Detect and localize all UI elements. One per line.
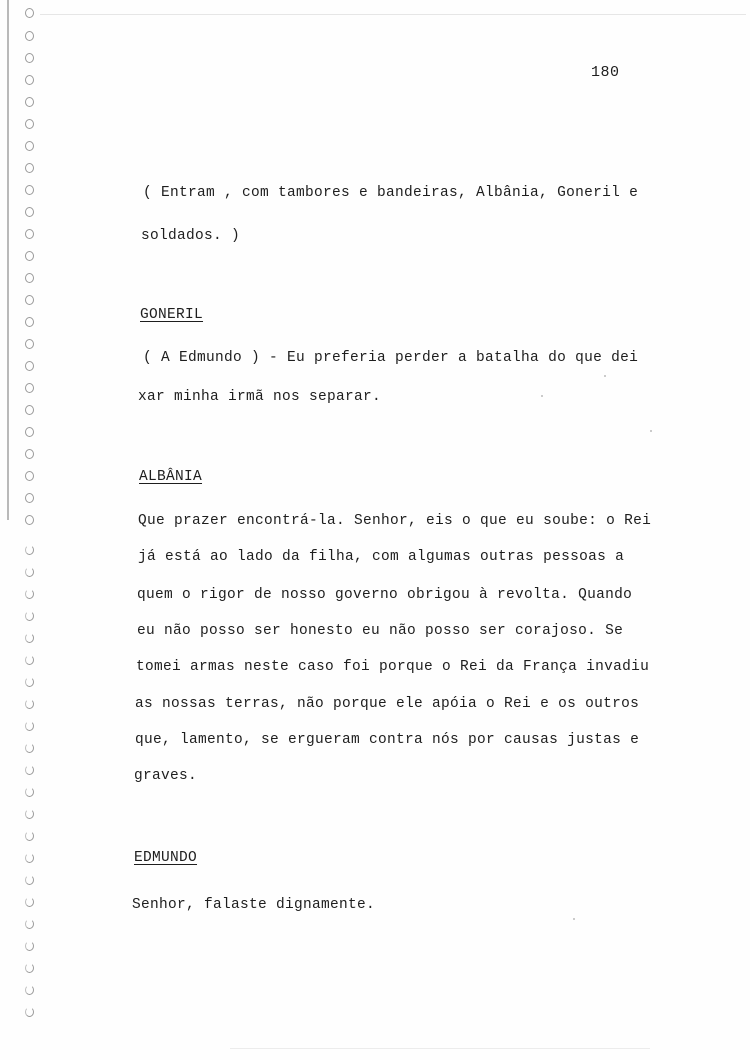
punch-hole <box>25 361 34 371</box>
punch-hole <box>25 699 34 709</box>
punch-hole <box>25 75 34 85</box>
top-edge-rule <box>40 14 746 15</box>
punch-hole <box>25 655 34 665</box>
speaker-name: ALBÂNIA <box>139 469 203 485</box>
dialogue-line: quem o rigor de nosso governo obrigou à revolta. Quando <box>137 587 633 603</box>
punch-hole <box>25 721 34 731</box>
paper-speck <box>573 918 575 920</box>
dialogue-line: graves. <box>134 768 198 784</box>
punch-hole <box>25 31 34 41</box>
dialogue-line: eu não posso ser honesto eu não posso ser corajoso. Se <box>137 623 624 639</box>
dialogue-line: tomei armas neste caso foi porque o Rei da França invadiu <box>136 659 650 675</box>
speaker-name: EDMUNDO <box>134 850 198 866</box>
punch-hole <box>25 317 34 327</box>
punch-hole <box>25 8 34 18</box>
punch-hole <box>25 611 34 621</box>
binding-edge <box>7 0 9 520</box>
punch-hole <box>25 1007 34 1017</box>
dialogue-line: xar minha irmã nos separar. <box>138 389 382 405</box>
punch-hole <box>25 339 34 349</box>
dialogue-line: que, lamento, se ergueram contra nós por causas justas e <box>135 732 640 748</box>
stage-direction-line: ( Entram , com tambores e bandeiras, Albânia, Goneril e <box>143 185 639 201</box>
punch-hole <box>25 765 34 775</box>
punch-hole <box>25 427 34 437</box>
punch-hole <box>25 405 34 415</box>
punch-hole <box>25 985 34 995</box>
binding-holes <box>0 0 42 1060</box>
punch-hole <box>25 677 34 687</box>
punch-hole <box>25 207 34 217</box>
punch-hole <box>25 809 34 819</box>
punch-hole <box>25 897 34 907</box>
punch-hole <box>25 493 34 503</box>
punch-hole <box>25 141 34 151</box>
punch-hole <box>25 273 34 283</box>
punch-hole <box>25 185 34 195</box>
dialogue-line: já está ao lado da filha, com algumas outras pessoas a <box>138 549 625 565</box>
dialogue-line: as nossas terras, não porque ele apóia o Rei e os outros <box>135 696 640 712</box>
punch-hole <box>25 251 34 261</box>
punch-hole <box>25 53 34 63</box>
punch-hole <box>25 515 34 525</box>
punch-hole <box>25 633 34 643</box>
punch-hole <box>25 567 34 577</box>
bottom-edge-rule <box>230 1048 650 1049</box>
punch-hole <box>25 97 34 107</box>
punch-hole <box>25 449 34 459</box>
punch-hole <box>25 545 34 555</box>
paper-speck <box>650 430 652 432</box>
punch-hole <box>25 589 34 599</box>
page-number: 180 <box>591 64 620 81</box>
paper-speck <box>541 395 543 397</box>
stage-direction-line: soldados. ) <box>141 228 241 244</box>
punch-hole <box>25 163 34 173</box>
dialogue-line: ( A Edmundo ) - Eu preferia perder a batalha do que dei <box>143 350 639 366</box>
dialogue-line: Senhor, falaste dignamente. <box>132 897 376 913</box>
punch-hole <box>25 471 34 481</box>
punch-hole <box>25 787 34 797</box>
punch-hole <box>25 295 34 305</box>
speaker-name: GONERIL <box>140 307 204 323</box>
punch-hole <box>25 941 34 951</box>
punch-hole <box>25 853 34 863</box>
punch-hole <box>25 831 34 841</box>
punch-hole <box>25 919 34 929</box>
dialogue-line: Que prazer encontrá-la. Senhor, eis o que eu soube: o Rei <box>138 513 652 529</box>
punch-hole <box>25 743 34 753</box>
punch-hole <box>25 875 34 885</box>
punch-hole <box>25 383 34 393</box>
punch-hole <box>25 229 34 239</box>
paper-speck <box>604 375 606 377</box>
punch-hole <box>25 963 34 973</box>
punch-hole <box>25 119 34 129</box>
